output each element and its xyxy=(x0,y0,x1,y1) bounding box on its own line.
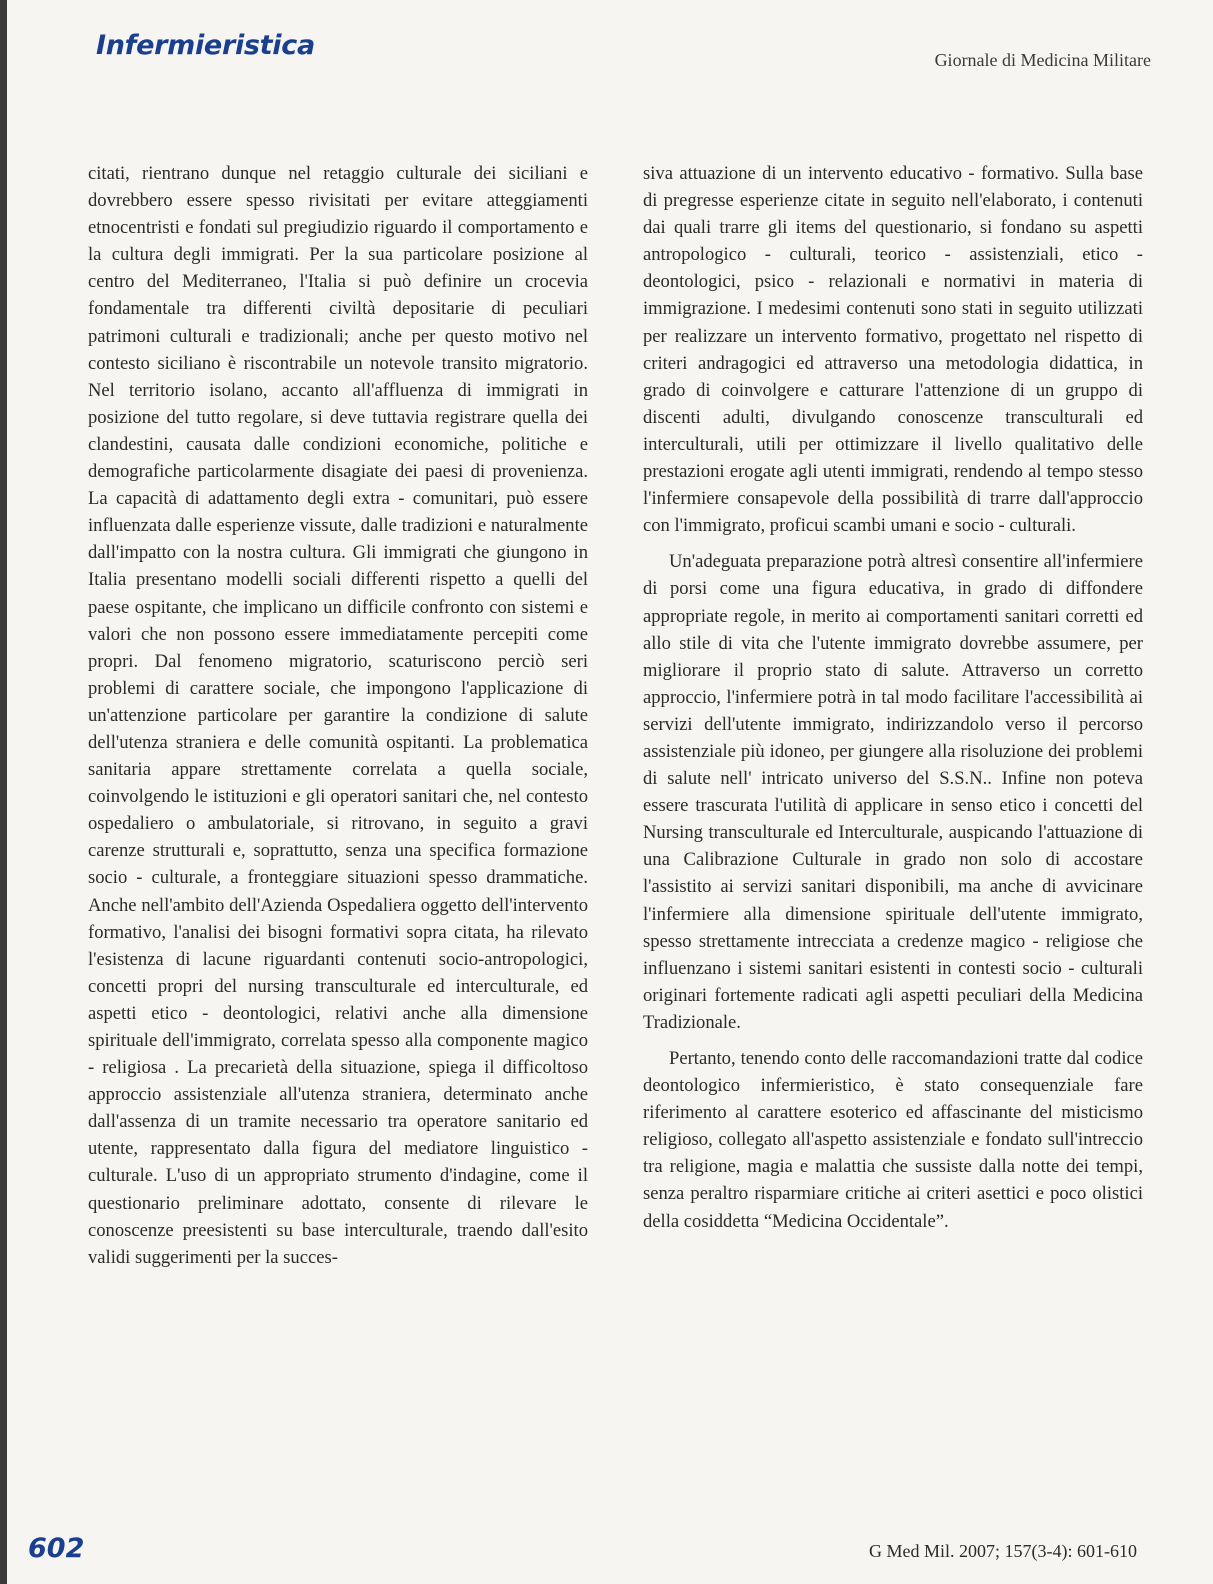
right-column xyxy=(643,160,1143,1235)
section-label: Infermieristica xyxy=(96,30,315,61)
journal-citation: G Med Mil. 2007; 157(3-4): 601-610 xyxy=(869,1541,1137,1561)
body-paragraph: citati, rientrano dunque nel retaggio culturale dei siciliani e dovrebbero essere spesso rivisitati per evitare atteggiamenti etnocentristi e fondati sul pregiudizio riguardo il comportamento e la cultura degli immigrati. Per la sua particolare posizione al centro del Mediterraneo, l'Italia si può definire un crocevia fondamentale tra differenti civiltà depositarie di peculiari patrimoni culturali e tradizionali; anche per questo motivo nel contesto siciliano è riscontrabile un notevole transito migratorio. Nel territorio isolano, accanto all'affluenza di immigrati in posizione del tutto regolare, si deve tuttavia registrare quella dei clandestini, causata dalle condizioni economiche, politiche e demografiche particolarmente disagiate dei paesi di provenienza. La capacità di adattamento degli extra - comunitari, può essere influenzata dalle esperienze vissute, dalle tradizioni e naturalmente dall'impatto con la nostra cultura. Gli immigrati che giungono in Italia presentano modelli sociali differenti rispetto a quelli del paese ospitante, che implicano un difficile confronto con sistemi e valori che non possono essere immediatamente percepiti come propri. Dal fenomeno migratorio, scaturiscono perciò seri problemi di carattere sociale, che impongono l'applicazione di un'attenzione particolare per garantire la condizione di salute dell'utenza straniera e delle comunità ospitanti. La problematica sanitaria appare strettamente correlata a quella sociale, coinvolgendo le istituzioni e gli operatori sanitari che, nel contesto ospedaliero o ambulatoriale, si ritrovano, in seguito a gravi carenze strutturali e, soprattutto, senza una specifica formazione socio - culturale, a fronteggiare situazioni spesso drammatiche. Anche nell'ambito dell'Azienda Ospedaliera oggetto dell'intervento formativo, l'analisi dei bisogni formativi sopra citata, ha rilevato l'esistenza di lacune riguardanti contenuti socio-antropologici, concetti propri del nursing transculturale ed interculturale, ed aspetti etico - deontologici, relativi anche alla dimensione spirituale dell'immigrato, correlata spesso alla componente magico - religiosa . La precarietà della situazione, spiega il difficoltoso approccio assistenziale all'utenza straniera, determinato anche dall'assenza di un tramite necessario tra operatore sanitario ed utente, rappresentato dalla figura del mediatore linguistico - culturale. L'uso di un appropriato strumento d'indagine, come il questionario preliminare adottato, consente di rilevare le conoscenze preesistenti su base interculturale, traendo dall'esito validi suggerimenti per la succes- xyxy=(88,163,588,1268)
journal-name: Giornale di Medicina Militare xyxy=(934,50,1151,70)
body-paragraph: Pertanto, tenendo conto delle raccomandazioni tratte dal codice deontologico infermieristico, è stato consequenziale fare riferimento al carattere esoterico ed affascinante del misticismo religioso, collegato all'aspetto assistenziale e fondato sull'intreccio tra religione, magia e malattia che sussiste dalla notte dei tempi, senza peraltro risparmiare critiche ai criteri asettici e poco olistici della cosiddetta “Medicina Occidentale”. xyxy=(643,1048,1143,1232)
body-paragraph: siva attuazione di un intervento educativo - formativo. Sulla base di pregresse esperienze citate in seguito nell'elaborato, i contenuti dai quali trarre gli items del questionario, si fondano su aspetti antropologico - culturali, teorico - assistenziali, etico - deontologici, psico - relazionali e normativi in materia di immigrazione. I medesimi contenuti sono stati in seguito utilizzati per realizzare un intervento formativo, progettato nel rispetto di criteri andragogici ed attraverso una metodologia didattica, in grado di coinvolgere e catturare l'attenzione di un gruppo di discenti adulti, divulgando conoscenze transculturali ed interculturali, utili per ottimizzare il livello qualitativo delle prestazioni erogate agli utenti immigrati, rendendo al tempo stesso l'infermiere consapevole della possibilità di trarre dall'approccio con l'immigrato, proficui scambi umani e socio - culturali. xyxy=(643,163,1143,537)
body-paragraph: Un'adeguata preparazione potrà altresì consentire all'infermiere di porsi come una figura educativa, in grado di diffondere appropriate regole, in merito ai comportamenti sanitari corretti ed allo stile di vita che l'utente immigrato dovrebbe assumere, per migliorare il proprio stato di salute. Attraverso un corretto approccio, l'infermiere potrà in tal modo facilitare l'accessibilità ai servizi dell'utente immigrato, indirizzandolo verso il percorso assistenziale più idoneo, per giungere alla risoluzione dei problemi di salute nell' intricato universo del S.S.N.. Infine non poteva essere trascurata l'utilità di applicare in senso etico i concetti del Nursing transculturale ed Interculturale, auspicando l'attuazione di una Calibrazione Culturale in grado non solo di accostare l'assistito ai servizi sanitari disponibili, ma anche di avvicinare l'infermiere alla dimensione spirituale dell'utente immigrato, spesso strettamente intrecciata a credenze magico - religiose che influenzano i sistemi sanitari esistenti in contesti socio - culturali originari fortemente radicati agli aspetti peculiari della Medicina Tradizionale. xyxy=(643,551,1143,1033)
page-number: 602 xyxy=(28,1533,85,1564)
page-binding-edge xyxy=(0,0,7,1584)
left-column xyxy=(88,160,588,1271)
